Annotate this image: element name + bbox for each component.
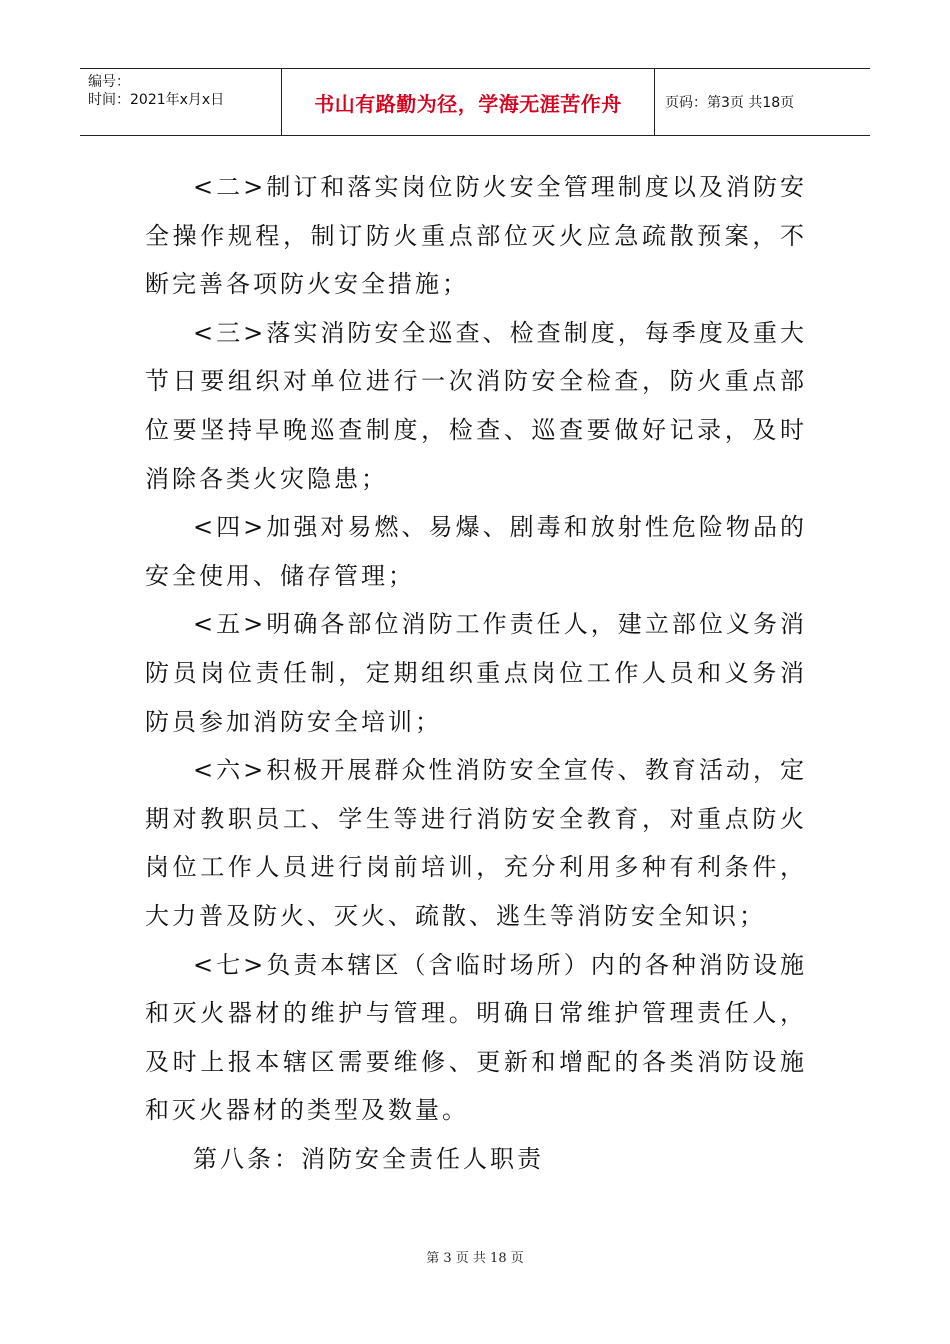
page-footer: 第 3 页 共 18 页 <box>426 1251 524 1266</box>
header-meta-cell <box>80 69 282 135</box>
header-motto: 书山有路勤为径，学海无涯苦作舟 <box>282 69 655 135</box>
document-body <box>145 163 807 1183</box>
document-time-label: 时间：2021年x月x日 <box>88 92 225 108</box>
document-number-label: 编号： <box>88 74 130 90</box>
body-paragraph: <四>加强对易燃、易爆、剧毒和放射性危险物品的安全使用、储存管理； <box>145 513 807 590</box>
page-header <box>80 68 870 136</box>
body-paragraph: <二>制订和落实岗位防火安全管理制度以及消防安全操作规程，制订防火重点部位灭火应急疏散预案，不断完善各项防火安全措施； <box>145 173 807 299</box>
section-heading: 第八条：消防安全责任人职责 <box>193 1144 544 1173</box>
body-paragraph: <七>负责本辖区（含临时场所）内的各种消防设施和灭火器材的维护与管理。明确日常维护管理责任人，及时上报本辖区需要维修、更新和增配的各类消防设施和灭火器材的类型及数量。 <box>145 950 807 1125</box>
header-page-info: 页码：第3页 共18页 <box>665 95 795 111</box>
body-paragraph: <五>明确各部位消防工作责任人，建立部位义务消防员岗位责任制，定期组织重点岗位工作人员和义务消防员参加消防安全培训； <box>145 610 807 736</box>
body-paragraph: <三>落实消防安全巡查、检查制度，每季度及重大节日要组织对单位进行一次消防安全检查，防火重点部位要坚持早晚巡查制度，检查、巡查要做好记录，及时消除各类火灾隐患； <box>145 318 807 493</box>
body-paragraph: <六>积极开展群众性消防安全宣传、教育活动，定期对教职员工、学生等进行消防安全教育，对重点防火岗位工作人员进行岗前培训，充分利用多种有利条件，大力普及防火、灭火、疏散、逃生等消防安全知识； <box>145 756 807 930</box>
